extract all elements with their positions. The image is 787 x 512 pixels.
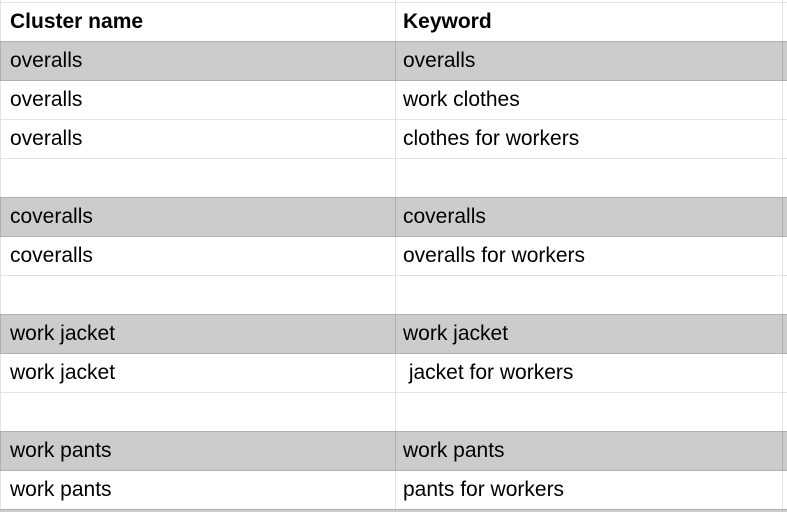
table-row [0, 354, 787, 393]
cluster-name-cell[interactable]: coveralls [0, 237, 396, 275]
cluster-name-cell[interactable]: work pants [0, 471, 396, 509]
row-filler-cell [783, 237, 787, 275]
cluster-name-cell[interactable]: work jacket [0, 354, 396, 392]
table-row [0, 81, 787, 120]
cluster-name-cell[interactable]: work pants [0, 432, 396, 470]
keyword-cell[interactable]: coveralls [396, 198, 783, 236]
table-row [0, 198, 787, 237]
row-filler-cell [783, 3, 787, 41]
keyword-cell[interactable] [396, 276, 783, 314]
row-filler-cell [783, 432, 787, 470]
row-filler-cell [783, 471, 787, 509]
cluster-name-cell[interactable] [0, 159, 396, 197]
table-row [0, 120, 787, 159]
keyword-cell[interactable]: jacket for workers [396, 354, 783, 392]
table-row [0, 393, 787, 432]
partial-cell [396, 0, 783, 2]
cluster-name-cell[interactable]: overalls [0, 42, 396, 80]
cluster-name-cell[interactable]: overalls [0, 81, 396, 119]
table-row [0, 159, 787, 198]
row-filler-cell [783, 315, 787, 353]
row-filler-cell [783, 354, 787, 392]
table-row [0, 276, 787, 315]
header-row [0, 3, 787, 42]
row-filler-cell [783, 159, 787, 197]
partial-cell [783, 0, 787, 2]
keyword-cell[interactable] [396, 393, 783, 431]
table-row [0, 237, 787, 276]
row-filler-cell [783, 198, 787, 236]
keyword-cell[interactable] [396, 159, 783, 197]
keyword-cell[interactable]: work clothes [396, 81, 783, 119]
table-row [0, 42, 787, 81]
partial-cell [0, 0, 396, 2]
keyword-cell[interactable]: work pants [396, 432, 783, 470]
keyword-cell[interactable]: work jacket [396, 315, 783, 353]
cluster-name-cell[interactable]: work jacket [0, 315, 396, 353]
column-header-cluster-name[interactable]: Cluster name [0, 3, 396, 41]
keyword-cell[interactable]: overalls for workers [396, 237, 783, 275]
keyword-cell[interactable]: overalls [396, 42, 783, 80]
column-header-keyword[interactable]: Keyword [396, 3, 783, 41]
row-filler-cell [783, 120, 787, 158]
table-row [0, 471, 787, 510]
cluster-name-cell[interactable] [0, 393, 396, 431]
keyword-cell[interactable]: pants for workers [396, 471, 783, 509]
table-row [0, 432, 787, 471]
table-row [0, 315, 787, 354]
row-filler-cell [783, 276, 787, 314]
cluster-name-cell[interactable]: overalls [0, 120, 396, 158]
cluster-name-cell[interactable]: coveralls [0, 198, 396, 236]
cluster-name-cell[interactable] [0, 276, 396, 314]
row-filler-cell [783, 42, 787, 80]
keyword-cell[interactable]: clothes for workers [396, 120, 783, 158]
row-filler-cell [783, 393, 787, 431]
table-body [0, 42, 787, 510]
row-filler-cell [783, 81, 787, 119]
